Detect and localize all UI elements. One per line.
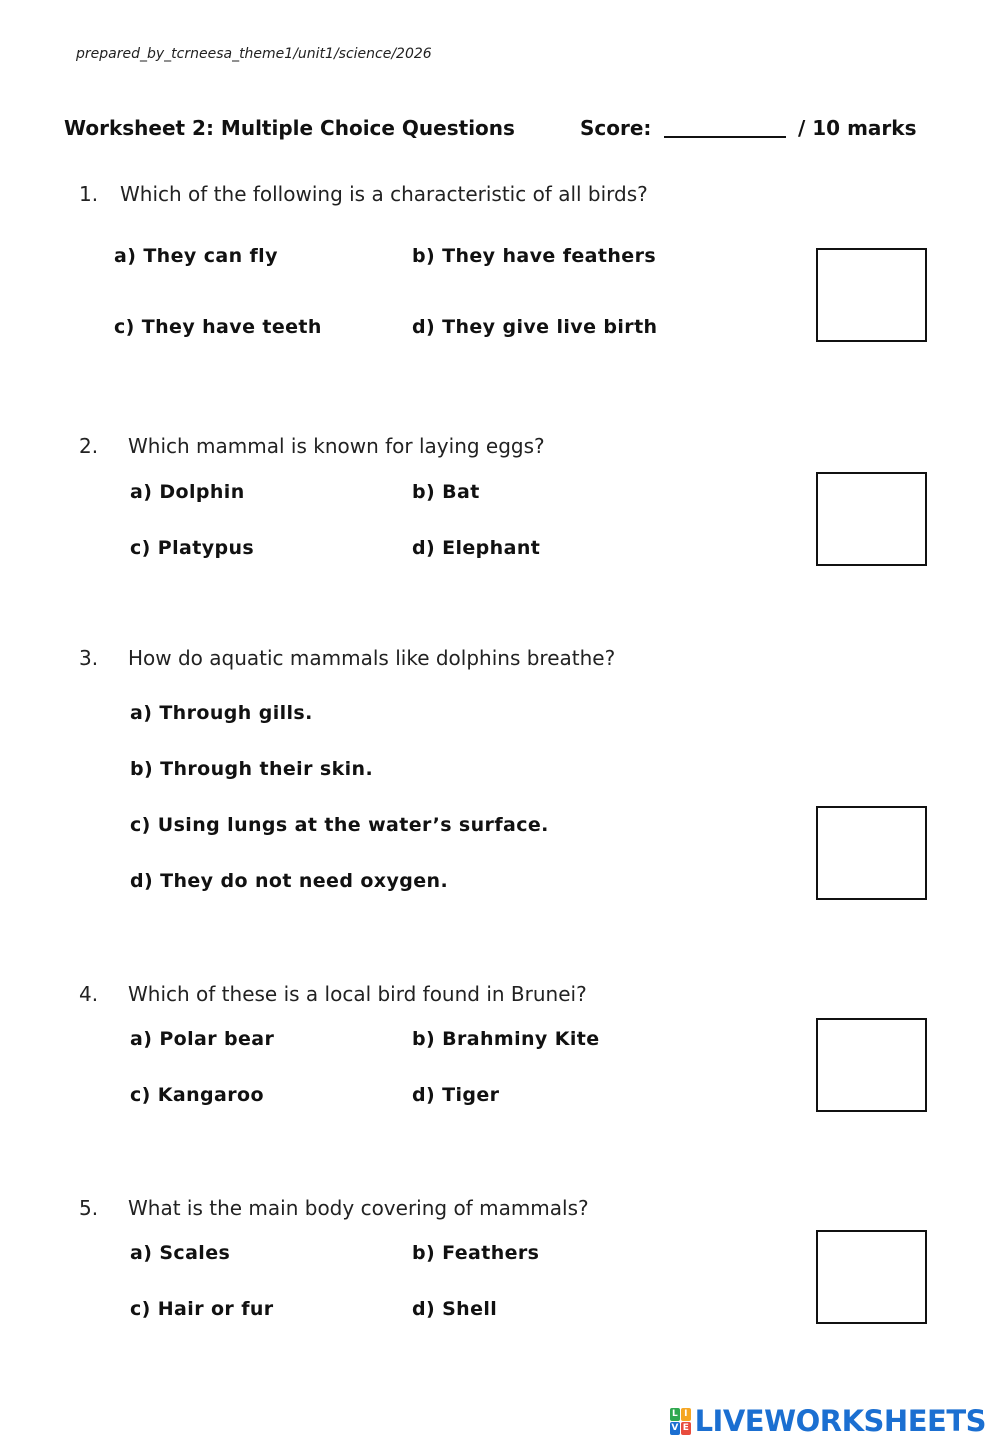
question-4-text: Which of these is a local bird found in Brunei? [128, 982, 587, 1006]
question-2-option-c: c) Platypus [130, 537, 255, 559]
question-3-option-b: b) Through their skin. [130, 758, 374, 780]
question-2-text: Which mammal is known for laying eggs? [128, 434, 545, 458]
question-1-option-c: c) They have teeth [114, 316, 322, 338]
question-5-option-c: c) Hair or fur [130, 1298, 274, 1320]
worksheet-source-note: prepared_by_tcrneesa_theme1/unit1/science/2026 [76, 46, 432, 62]
question-5-number: 5. [79, 1196, 99, 1220]
question-2-answer-box[interactable] [816, 472, 927, 566]
question-5-option-b: b) Feathers [412, 1242, 540, 1264]
question-4-option-d: d) Tiger [412, 1084, 500, 1106]
question-2-option-b: b) Bat [412, 481, 480, 503]
logo-mark-letter: E [681, 1422, 691, 1435]
question-1-option-b: b) They have feathers [412, 245, 657, 267]
liveworksheets-logo-text: LIVEWORKSHEETS [694, 1404, 986, 1438]
question-4-number: 4. [79, 982, 99, 1006]
logo-mark-letter: V [671, 1422, 678, 1433]
question-2-option-a: a) Dolphin [130, 481, 245, 503]
question-3-number: 3. [79, 646, 99, 670]
logo-mark-letter: L [670, 1408, 680, 1421]
question-1-option-d: d) They give live birth [412, 316, 658, 338]
logo-mark-letter: I [681, 1408, 691, 1421]
question-3-option-d: d) They do not need oxygen. [130, 870, 449, 892]
worksheet-title: Worksheet 2: Multiple Choice Questions [64, 116, 515, 140]
question-5-option-d: d) Shell [412, 1298, 498, 1320]
question-3-option-c: c) Using lungs at the water’s surface. [130, 814, 549, 836]
question-3-answer-box[interactable] [816, 806, 927, 900]
question-5-text: What is the main body covering of mammals? [128, 1196, 589, 1220]
question-3-text: How do aquatic mammals like dolphins breathe? [128, 646, 616, 670]
liveworksheets-logo[interactable] [670, 1404, 986, 1438]
question-1-answer-box[interactable] [816, 248, 927, 342]
question-3-option-a: a) Through gills. [130, 702, 313, 724]
liveworksheets-logo-icon [670, 1408, 691, 1435]
question-1-number: 1. [79, 182, 99, 206]
question-1-text: Which of the following is a characteristic of all birds? [120, 182, 648, 206]
question-2-number: 2. [79, 434, 99, 458]
score-label: Score: [580, 116, 652, 140]
score-total: / 10 marks [798, 116, 917, 140]
question-5-option-a: a) Scales [130, 1242, 231, 1264]
question-4-option-a: a) Polar bear [130, 1028, 275, 1050]
question-2-option-d: d) Elephant [412, 537, 541, 559]
question-4-option-c: c) Kangaroo [130, 1084, 264, 1106]
question-1-option-a: a) They can fly [114, 245, 278, 267]
question-4-option-b: b) Brahminy Kite [412, 1028, 600, 1050]
score-blank-line[interactable] [664, 136, 786, 138]
question-5-answer-box[interactable] [816, 1230, 927, 1324]
question-4-answer-box[interactable] [816, 1018, 927, 1112]
